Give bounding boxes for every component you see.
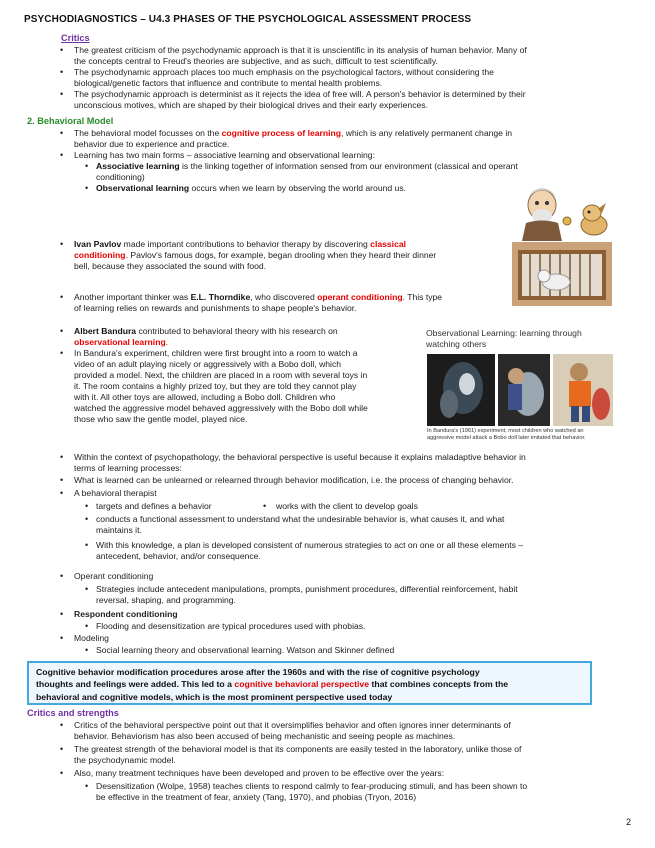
- thorndike-text: Another important thinker was E.L. Thorndike, who discovered operant conditioning. This type: [74, 292, 443, 302]
- therapist-step: With this knowledge, a plan is developed consistent of numerous strategies to act on one or all these elements –: [96, 540, 524, 550]
- psychopathology-text: Within the context of psychopathology, the behavioral perspective is useful because it explains maladaptive behavior in: [74, 452, 526, 462]
- critics-text: the concepts central to Freud's theories are subjective, and as such, difficult to test scientifically.: [74, 56, 438, 66]
- bullet-icon: •: [60, 128, 64, 138]
- behavioral-paragraph: behavior due to experience and practice.: [74, 139, 230, 149]
- critics-text: The psychodynamic approach is determinist as it rejects the idea of free will. A person's behavior is determined by their: [74, 89, 526, 99]
- figure-caption: In Bandura's (1961) experiment, most children who watched an: [427, 428, 584, 434]
- associative-learning-text: Associative learning is the linking together of information sensed from our environment (classical and operant: [96, 161, 518, 171]
- critics-text: unconscious motives, which are shaped by their biological drives and their early experiences.: [74, 100, 428, 110]
- thorndike-text: of learning relies on rewards and punishments to shape people's behavior.: [74, 303, 357, 313]
- cognitive-behavioral-callout: Cognitive behavior modification procedures arose after the 1960s and with the rise of cognitive psychology thoughts and feelings were added. This led to a cognitive behavioral perspective that combines concepts from the behavioral and cognitive models, which is the most prominent perspective used today: [27, 661, 592, 705]
- bullet-icon: •: [60, 348, 64, 358]
- bullet-icon: •: [60, 67, 64, 77]
- bullet-icon: •: [60, 292, 64, 302]
- bobo-doll-photo-2: [498, 354, 550, 426]
- bullet-icon: •: [85, 501, 89, 511]
- critics-strengths-text: behavior. Behaviorism has also been accused of being mechanistic and seeing people as machines.: [74, 731, 456, 741]
- bandura-experiment-text: it. The room contains a highly prized toy, but they are told they cannot play: [74, 381, 357, 391]
- bandura-experiment-text: provided a model. Next, the children are placed in a room with several toys in: [74, 370, 368, 380]
- bullet-icon: •: [85, 540, 89, 550]
- figure-title: Observational Learning: learning through: [426, 328, 582, 338]
- bullet-icon: •: [60, 609, 64, 619]
- critics-heading: Critics: [61, 33, 90, 43]
- bullet-icon: •: [60, 744, 64, 754]
- bullet-icon: •: [85, 183, 89, 193]
- critics-text: biological/genetic factors that influence and contribute to mental health problems.: [74, 78, 383, 88]
- pavlov-text: conditioning. Pavlov's famous dogs, for example, began drooling when they heard their dinner: [74, 250, 437, 260]
- critics-strengths-text: Critics of the behavioral perspective point out that it oversimplifies behavior and often ignores inner determinants of: [74, 720, 511, 730]
- thorndike-puzzle-box-image: [512, 242, 612, 306]
- critics-strengths-heading: Critics and strengths: [27, 708, 119, 718]
- critics-text: The psychodynamic approach places too much emphasis on the psychological factors, without considering the: [74, 67, 494, 77]
- bullet-icon: •: [60, 452, 64, 462]
- critics-text: The greatest criticism of the psychodynamic approach is that it is unscientific in its analysis of human behavior. Many of: [74, 45, 527, 55]
- therapist-step: conducts a functional assessment to understand what the undesirable behavior is, what causes it, and what: [96, 514, 505, 524]
- pavlov-text: Ivan Pavlov made important contributions to behavior therapy by discovering classical: [74, 239, 407, 249]
- bullet-icon: •: [60, 720, 64, 730]
- figure-title: watching others: [426, 339, 487, 349]
- bullet-icon: •: [60, 768, 64, 778]
- bandura-experiment-text: with it. All other toys are allowed, including a Bobo doll. Children who: [74, 392, 336, 402]
- psychopathology-text: What is learned can be unlearned or relearned through behavior modification, i.e. the process of changing behavior.: [74, 475, 514, 485]
- bullet-icon: •: [60, 89, 64, 99]
- operant-conditioning-label: Operant conditioning: [74, 571, 154, 581]
- bullet-icon: •: [60, 633, 64, 643]
- respondent-conditioning-label: Respondent conditioning: [74, 609, 178, 619]
- therapist-step: maintains it.: [96, 525, 142, 535]
- behavioral-paragraph: The behavioral model focusses on the cognitive process of learning, which is any relatively permanent change in: [74, 128, 513, 138]
- bullet-icon: •: [85, 161, 89, 171]
- behavioral-therapist-text: A behavioral therapist: [74, 488, 157, 498]
- therapist-step: antecedent, behavior, and/or consequence.: [96, 551, 261, 561]
- behavioral-model-heading: 2. Behavioral Model: [27, 116, 114, 126]
- operant-strategies-text: Strategies include antecedent manipulations, prompts, punishment procedures, differential reinforcement, habit: [96, 584, 518, 594]
- bobo-doll-photo-3: [553, 354, 613, 426]
- bullet-icon: •: [60, 571, 64, 581]
- bullet-icon: •: [85, 514, 89, 524]
- bullet-icon: •: [85, 621, 89, 631]
- modeling-label: Modeling: [74, 633, 109, 643]
- pavlov-text: bell, because they associated the sound with food.: [74, 261, 267, 271]
- observational-learning-text: Observational learning occurs when we learn by observing the world around us.: [96, 183, 407, 193]
- bullet-icon: •: [85, 584, 89, 594]
- critics-strengths-text: The greatest strength of the behavioral model is that its components are easily tested in the laboratory, unlike those of: [74, 744, 522, 754]
- bandura-experiment-text: In Bandura's experiment, children were first brought into a room to watch a: [74, 348, 358, 358]
- page-header: PSYCHODIAGNOSTICS – U4.3 PHASES OF THE PSYCHOLOGICAL ASSESSMENT PROCESS: [24, 14, 472, 25]
- critics-strengths-text: Also, many treatment techniques have been developed and proven to be effective over the years:: [74, 768, 445, 778]
- associative-learning-text: conditioning): [96, 172, 145, 182]
- operant-strategies-text: reversal, shaping, and programming.: [96, 595, 236, 605]
- bandura-text: observational learning.: [74, 337, 169, 347]
- bullet-icon: •: [60, 326, 64, 336]
- figure-caption: aggressive model attack a Bobo doll later imitated that behavior.: [427, 435, 586, 441]
- bullet-icon: •: [85, 645, 89, 655]
- bullet-icon: •: [60, 475, 64, 485]
- page-number: 2: [625, 817, 631, 827]
- therapist-step: works with the client to develop goals: [276, 501, 418, 511]
- behavioral-paragraph: Learning has two main forms – associative learning and observational learning:: [74, 150, 375, 160]
- desensitization-text: Desensitization (Wolpe, 1958) teaches clients to respond calmly to fear-producing stimuli, and has been shown to: [96, 781, 528, 791]
- bobo-doll-photo-1: [427, 354, 495, 426]
- modeling-text: Social learning theory and observational learning. Watson and Skinner defined: [96, 645, 395, 655]
- psychopathology-text: terms of learning processes:: [74, 463, 182, 473]
- bullet-icon: •: [60, 45, 64, 55]
- bullet-icon: •: [60, 488, 64, 498]
- bullet-icon: •: [60, 150, 64, 160]
- bandura-text: Albert Bandura contributed to behavioral theory with his research on: [74, 326, 338, 336]
- bandura-experiment-text: those who saw the gentle model, played nice.: [74, 414, 248, 424]
- desensitization-text: be effective in the treatment of fear, anxiety (Tang, 1970), and phobias (Tryon, 2016): [96, 792, 417, 802]
- bullet-icon: •: [85, 781, 89, 791]
- bandura-experiment-text: video of an adult playing nicely or aggressively with a Bobo doll, which: [74, 359, 342, 369]
- therapist-step: targets and defines a behavior: [96, 501, 212, 511]
- pavlov-cartoon-image: [512, 183, 614, 241]
- respondent-text: Flooding and desensitization are typical procedures used with phobias.: [96, 621, 366, 631]
- bandura-experiment-text: watched the aggressive model behaved aggressively with the Bobo doll while: [74, 403, 368, 413]
- bullet-icon: •: [263, 501, 267, 511]
- bullet-icon: •: [60, 239, 64, 249]
- critics-strengths-text: the psychodynamic model.: [74, 755, 176, 765]
